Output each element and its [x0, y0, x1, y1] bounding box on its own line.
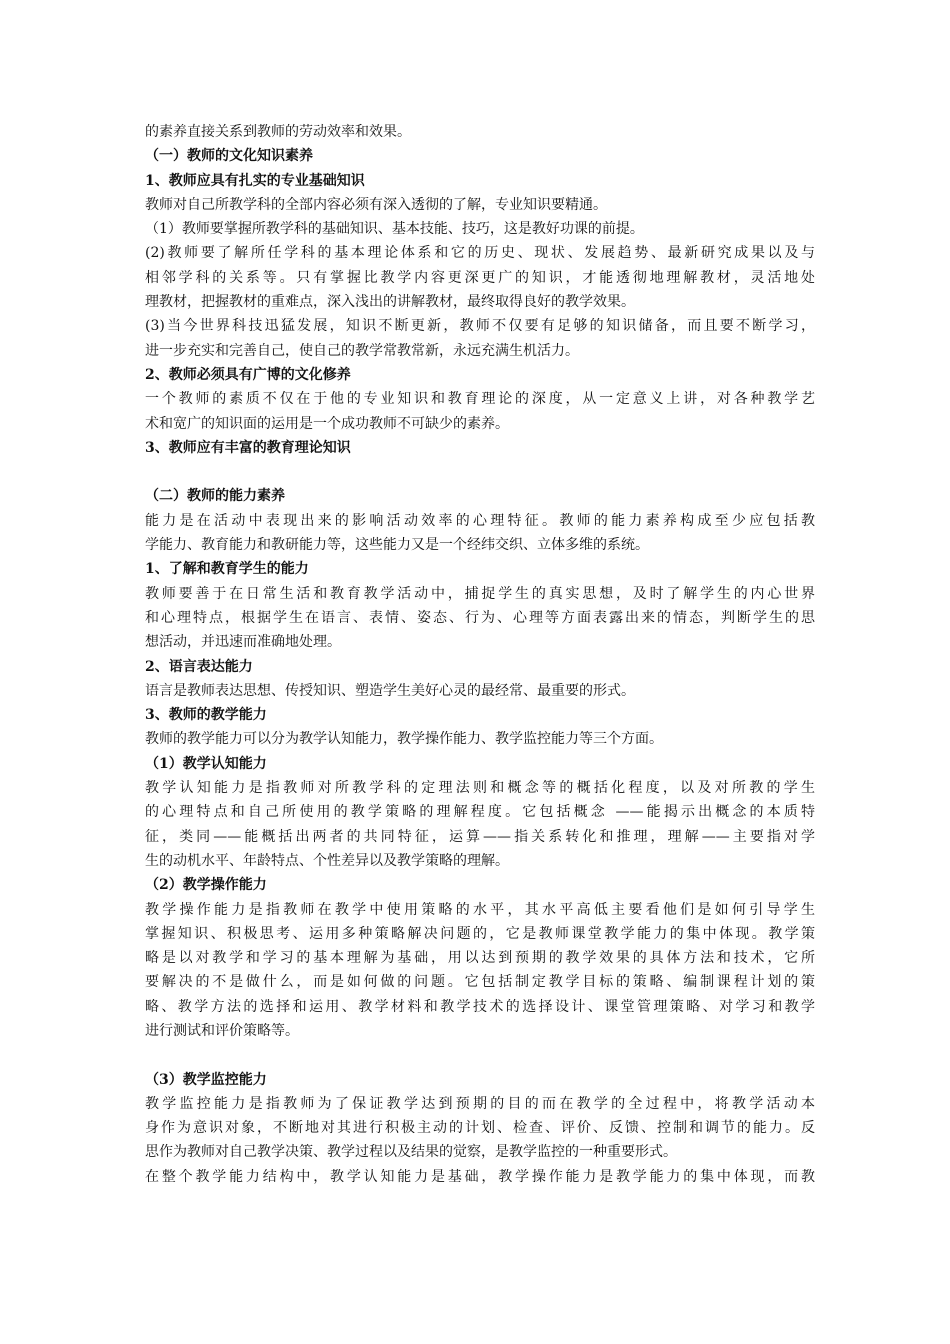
- paragraph-line: 的素养直接关系到教师的劳动效率和效果。: [145, 124, 411, 140]
- paragraph-line: (3)当今世界科技迅猛发展，知识不断更新，教师不仅要有足够的知识储备，而且要不断学习，: [145, 318, 815, 335]
- paragraph-line: 教学认知能力是指教师对所教学科的定理法则和概念等的概括化程度，以及对所教的学生: [145, 780, 815, 797]
- paragraph-line: 术和宽广的知识面的运用是一个成功教师不可缺少的素养。: [145, 415, 509, 432]
- paragraph-line: 能力是在活动中表现出来的影响活动效率的心理特征。教师的能力素养构成至少应包括教: [145, 512, 815, 529]
- paragraph-line: 理教材，把握教材的重难点，深入浅出的讲解教材，最终取得良好的教学效果。: [145, 294, 635, 311]
- subheading-teaching-ability: 3、教师的教学能力: [145, 707, 267, 724]
- paragraph-line: 思作为教师对自己教学决策、教学过程以及结果的觉察，是教学监控的一种重要形式。: [145, 1144, 677, 1161]
- paragraph-line: 相邻学科的关系等。只有掌握比教学内容更深更广的知识，才能透彻地理解教材，灵活地处: [145, 269, 815, 286]
- paragraph-line: 要解决的不是做什么，而是如何做的问题。它包括制定教学目标的策略、编制课程计划的策: [145, 974, 815, 991]
- paragraph-line: 教师要善于在日常生活和教育教学活动中，捕捉学生的真实思想，及时了解学生的内心世界: [145, 585, 815, 602]
- paragraph-line: 进行测试和评价策略等。: [145, 1022, 299, 1039]
- paragraph-line: 进一步充实和完善自己，使自己的教学常教常新，永远充满生机活力。: [145, 342, 579, 359]
- paragraph-line: 征，类同——能概括出两者的共同特征，运算——指关系转化和推理，理解——主要指对学: [145, 828, 815, 845]
- subheading-operation-ability: （2）教学操作能力: [145, 877, 267, 894]
- paragraph-line: 略是以对教学和学习的基本理解为基础，用以达到预期的教学效果的具体方法和技术，它所: [145, 950, 815, 967]
- paragraph-line: 在整个教学能力结构中，教学认知能力是基础，教学操作能力是教学能力的集中体现，而教: [145, 1168, 815, 1185]
- subheading-professional-knowledge: 1、教师应具有扎实的专业基础知识: [145, 172, 365, 189]
- paragraph-line: 和心理特点，根据学生在语言、表情、姿态、行为、心理等方面表露出来的情态，判断学生的思: [145, 609, 815, 626]
- document-page: [145, 120, 815, 1189]
- paragraph-line: （1）教师要掌握所教学科的基础知识、基本技能、技巧，这是教好功课的前提。: [145, 221, 644, 238]
- blank-line: [145, 460, 815, 484]
- paragraph-line: 教学监控能力是指教师为了保证教学达到预期的目的而在教学的全过程中，将教学活动本: [145, 1095, 815, 1112]
- subheading-cultural-literacy: 2、教师必须具有广博的文化修养: [145, 366, 351, 383]
- paragraph-line: 学能力、教育能力和教研能力等，这些能力又是一个经纬交织、立体多维的系统。: [145, 537, 649, 554]
- subheading-education-theory: 3、教师应有丰富的教育理论知识: [145, 439, 351, 456]
- subheading-understand-students: 1、了解和教育学生的能力: [145, 561, 309, 578]
- section-heading-culture: （一）教师的文化知识素养: [145, 148, 313, 165]
- paragraph-line: 掌握知识、积极思考、运用多种策略解决问题的，它是教师课堂教学能力的集中体现。教学策: [145, 925, 815, 942]
- paragraph-line: 的心理特点和自己所使用的教学策略的理解程度。它包括概念 ——能揭示出概念的本质特: [145, 804, 815, 821]
- paragraph-line: 教学操作能力是指教师在教学中使用策略的水平，其水平高低主要看他们是如何引导学生: [145, 901, 815, 918]
- paragraph-line: 一个教师的素质不仅在于他的专业知识和教育理论的深度，从一定意义上讲，对各种教学艺: [145, 391, 815, 408]
- paragraph-line: (2)教师要了解所任学科的基本理论体系和它的历史、现状、发展趋势、最新研究成果以及与: [145, 245, 815, 262]
- paragraph-line: 教师的教学能力可以分为教学认知能力，教学操作能力、教学监控能力等三个方面。: [145, 731, 663, 748]
- paragraph-line: 略、教学方法的选择和运用、教学材料和教学技术的选择设计、课堂管理策略、对学习和教学: [145, 998, 815, 1015]
- subheading-cognitive-ability: （1）教学认知能力: [145, 755, 267, 772]
- paragraph-line: 生的动机水平、年龄特点、个性差异以及教学策略的理解。: [145, 852, 509, 869]
- paragraph-line: 教师对自己所教学科的全部内容必须有深入透彻的了解，专业知识要精通。: [145, 196, 607, 213]
- subheading-language-expression: 2、语言表达能力: [145, 658, 253, 675]
- paragraph-line: 身作为意识对象，不断地对其进行积极主动的计划、检查、评价、反馈、控制和调节的能力。反: [145, 1120, 815, 1137]
- paragraph-line: 想活动，并迅速而准确地处理。: [145, 634, 341, 651]
- paragraph-line: 语言是教师表达思想、传授知识、塑造学生美好心灵的最经常、最重要的形式。: [145, 682, 635, 699]
- blank-line: [145, 1043, 815, 1067]
- subheading-monitoring-ability: （3）教学监控能力: [145, 1071, 267, 1088]
- section-heading-ability: （二）教师的能力素养: [145, 488, 285, 505]
